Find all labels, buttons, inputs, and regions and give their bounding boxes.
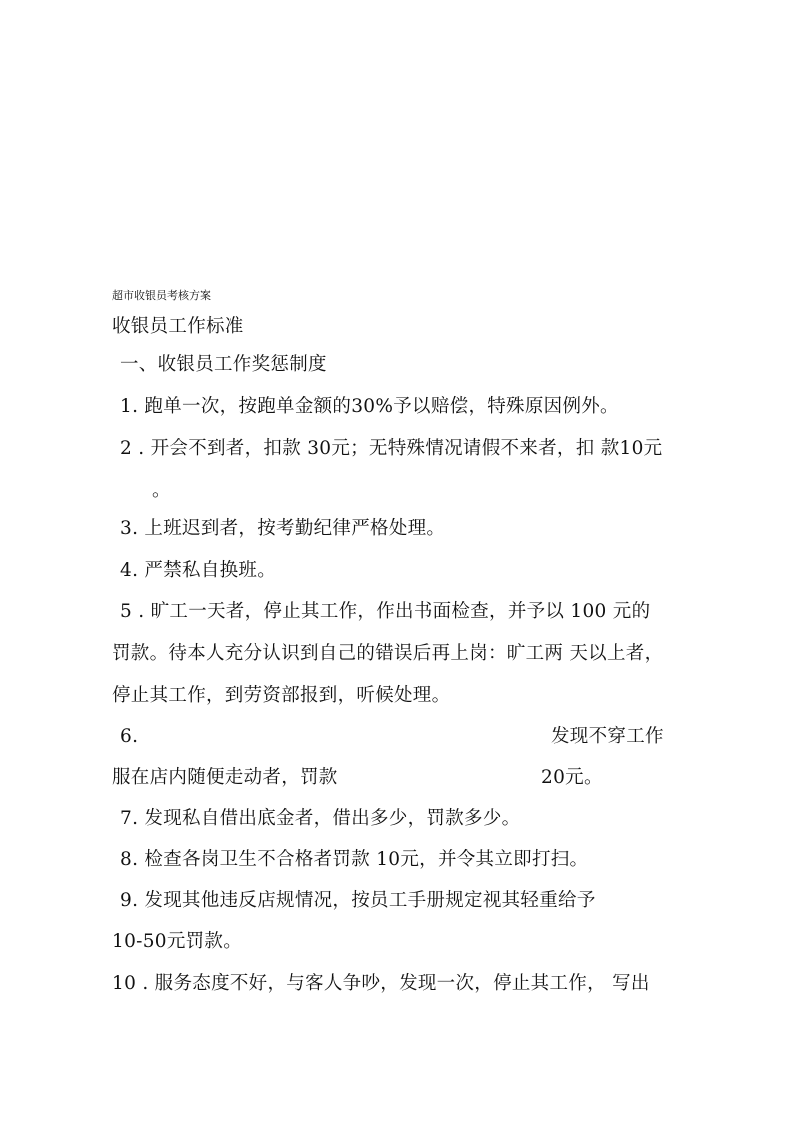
rule-2: 2 . 开会不到者，扣款 30元；无特殊情况请假不来者，扣 款10元 [120, 438, 663, 459]
rule-6-line-2: 服在店内随便走动者，罚款 [112, 767, 338, 788]
rule-9-line-2: 10-50元罚款。 [112, 931, 243, 952]
document-heading: 收银员工作标准 [112, 316, 244, 337]
rule-10: 10 . 服务态度不好，与客人争吵，发现一次，停止其工作， 写出 [112, 973, 650, 994]
rule-1: 1. 跑单一次，按跑单金额的30%予以赔偿，特殊原因例外。 [120, 396, 619, 417]
document-header: 超市收银员考核方案 [112, 289, 211, 302]
rule-2-continuation: 。 [152, 480, 171, 501]
rule-6-text: 发现不穿工作 [551, 726, 664, 747]
rule-8: 8. 检查各岗卫生不合格者罚款 10元，并令其立即打扫。 [120, 849, 589, 870]
rule-5-line-3: 停止其工作，到劳资部报到，听候处理。 [112, 685, 451, 706]
rule-7: 7. 发现私自借出底金者，借出多少，罚款多少。 [120, 808, 521, 829]
rule-4: 4. 严禁私自换班。 [120, 560, 277, 581]
rule-9: 9. 发现其他违反店规情况，按员工手册规定视其轻重给予 [120, 890, 596, 911]
rule-5-line-2: 罚款。待本人充分认识到自己的错误后再上岗：旷工两 天以上者， [112, 643, 664, 664]
section-title: 一、收银员工作奖惩制度 [120, 354, 327, 375]
rule-3: 3. 上班迟到者，按考勤纪律严格处理。 [120, 518, 446, 539]
rule-5: 5 . 旷工一天者，停止其工作，作出书面检查，并予以 100 元的 [120, 601, 651, 622]
rule-6-number: 6. [120, 726, 139, 747]
rule-6-amount: 20元。 [541, 767, 603, 788]
